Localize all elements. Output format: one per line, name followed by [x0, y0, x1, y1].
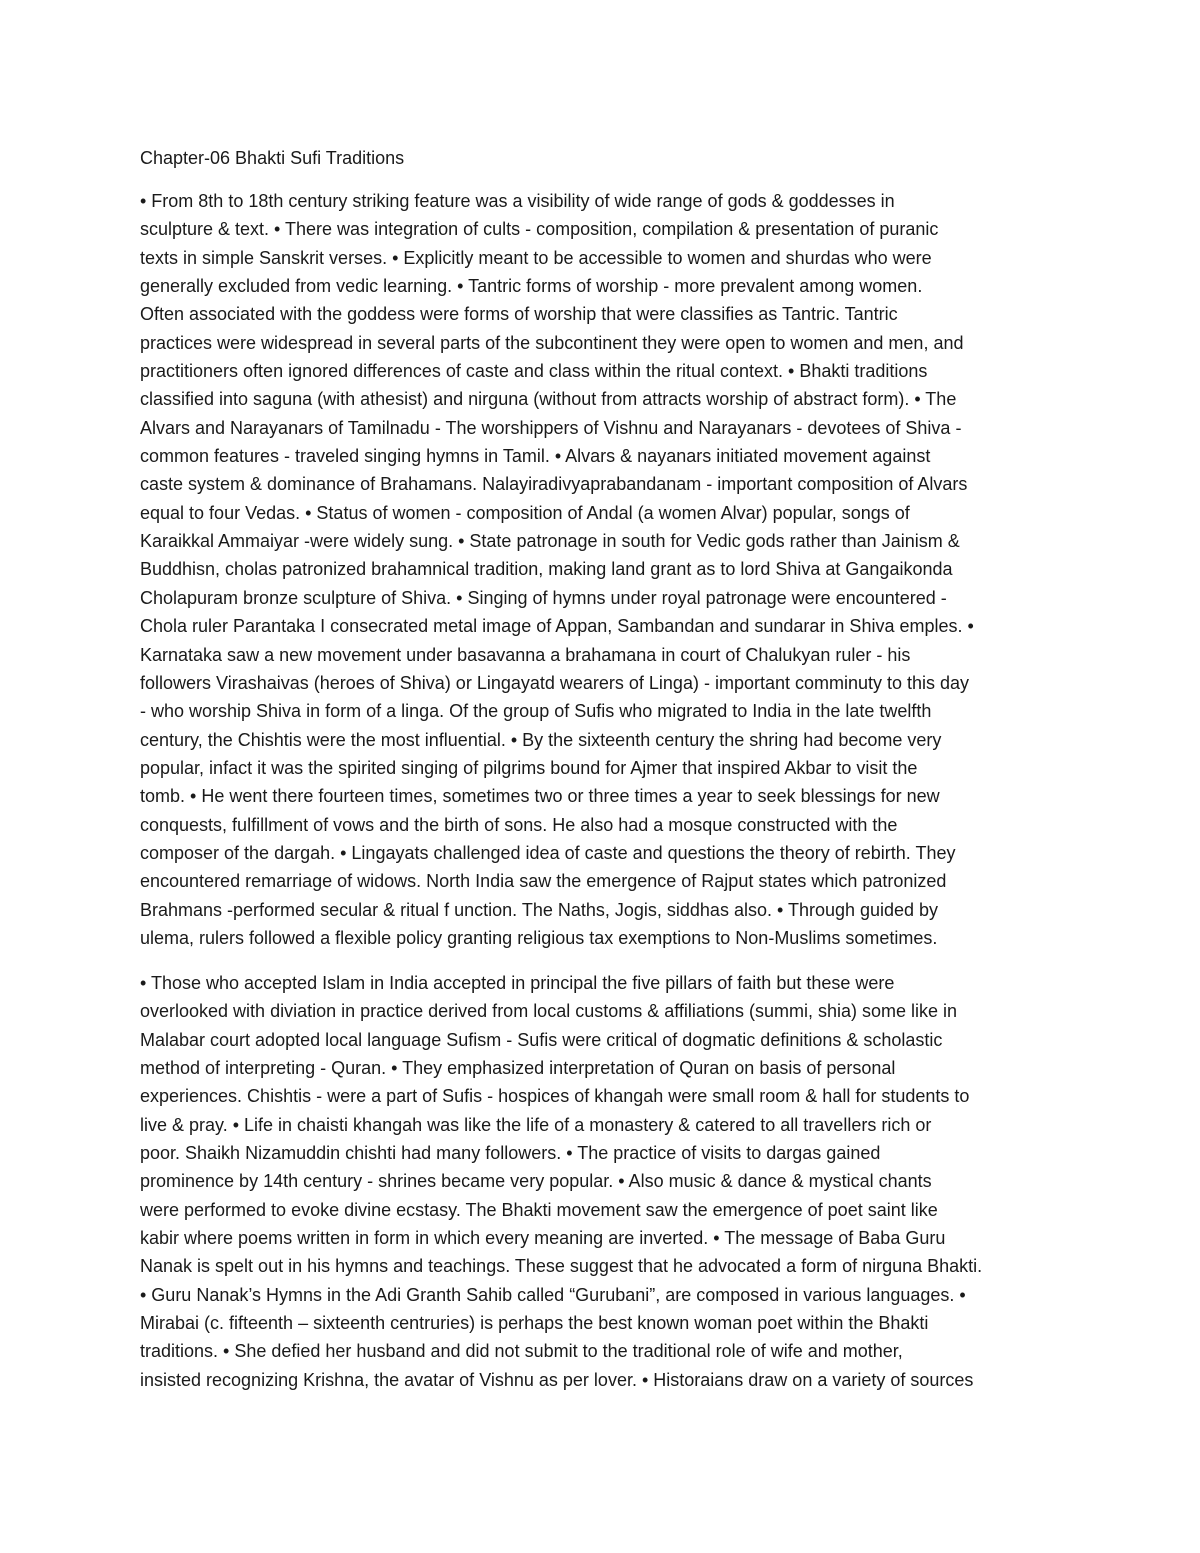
text-line: Alvars and Narayanars of Tamilnadu - The worshippers of Vishnu and Narayanars - devotees of Shiva - [140, 417, 962, 438]
text-line: insisted recognizing Krishna, the avatar of Vishnu as per lover. • Historaians draw on a variety of sources [140, 1369, 974, 1390]
text-line: method of interpreting - Quran. • They emphasized interpretation of Quran on basis of personal [140, 1058, 896, 1079]
text-line: were performed to evoke divine ecstasy. The Bhakti movement saw the emergence of poet saint like [140, 1199, 938, 1220]
text-line: composer of the dargah. • Lingayats challenged idea of caste and questions the theory of rebirth. They [140, 842, 956, 863]
text-line: ulema, rulers followed a flexible policy granting religious tax exemptions to Non-Muslims sometimes. [140, 927, 938, 948]
text-line: followers Virashaivas (heroes of Shiva) or Lingayatd wearers of Linga) - important comminuty to this day [140, 672, 970, 693]
text-line: experiences. Chishtis - were a part of Sufis - hospices of khangah were small room & hall for students to [140, 1086, 970, 1107]
text-line: popular, infact it was the spirited singing of pilgrims bound for Ajmer that inspired Akbar to visit the [140, 757, 918, 778]
document-title: Chapter-06 Bhakti Sufi Traditions [140, 148, 405, 168]
text-line: encountered remarriage of widows. North India saw the emergence of Rajput states which patronized [140, 871, 947, 892]
text-line: Mirabai (c. fifteenth – sixteenth centruries) is perhaps the best known woman poet within the Bhakti [140, 1313, 929, 1334]
text-line: Brahmans -performed secular & ritual f unction. The Naths, Jogis, siddhas also. • Through guided by [140, 899, 939, 920]
text-line: kabir where poems written in form in which every meaning are inverted. • The message of Baba Guru [140, 1228, 946, 1249]
text-line: traditions. • She defied her husband and did not submit to the traditional role of wife and mother, [140, 1341, 903, 1362]
text-line: Cholapuram bronze sculpture of Shiva. • Singing of hymns under royal patronage were encountered - [140, 587, 947, 608]
text-line: prominence by 14th century - shrines became very popular. • Also music & dance & mystical chants [140, 1171, 932, 1192]
text-line: • Those who accepted Islam in India accepted in principal the five pillars of faith but these were [140, 973, 895, 993]
text-line: common features - traveled singing hymns in Tamil. • Alvars & nayanars initiated movement against [140, 446, 931, 467]
text-line: century, the Chishtis were the most influential. • By the sixteenth century the shring had become very [140, 729, 942, 750]
text-line: Karnataka saw a new movement under basavanna a brahamana in court of Chalukyan ruler - his [140, 644, 911, 665]
text-line: overlooked with diviation in practice derived from local customs & affiliations (summi, shia) some like in [140, 1001, 957, 1022]
text-line: Nanak is spelt out in his hymns and teachings. These suggest that he advocated a form of nirguna Bhakti. [140, 1256, 983, 1277]
text-line: Malabar court adopted local language Sufism - Sufis were critical of dogmatic definitions & scholastic [140, 1029, 943, 1050]
text-line: caste system & dominance of Brahamans. Nalayiradivyaprabandanam - important composition of Alvars [140, 474, 968, 495]
text-line: sculpture & text. • There was integration of cults - composition, compilation & presentation of puranic [140, 219, 939, 240]
paragraph-bhakti-traditions [140, 187, 974, 952]
text-line: - who worship Shiva in form of a linga. Of the group of Sufis who migrated to India in the late twelfth [140, 701, 932, 722]
text-line: Karaikkal Ammaiyar -were widely sung. • State patronage in south for Vedic gods rather than Jainism & [140, 531, 960, 552]
text-line: equal to four Vedas. • Status of women - composition of Andal (a women Alvar) popular, songs of [140, 502, 910, 523]
text-line: conquests, fulfillment of vows and the birth of sons. He also had a mosque constructed with the [140, 814, 898, 835]
text-line: Buddhisn, cholas patronized brahamnical tradition, making land grant as to lord Shiva at Gangaikonda [140, 559, 953, 580]
text-line: generally excluded from vedic learning. • Tantric forms of worship - more prevalent among women. [140, 276, 923, 297]
text-line: tomb. • He went there fourteen times, sometimes two or three times a year to seek blessings for new [140, 786, 940, 807]
text-line: practices were widespread in several parts of the subcontinent they were open to women and men, and [140, 332, 964, 353]
text-line: texts in simple Sanskrit verses. • Explicitly meant to be accessible to women and shurdas who were [140, 247, 932, 268]
text-line: poor. Shaikh Nizamuddin chishti had many followers. • The practice of visits to dargas gained [140, 1143, 881, 1164]
text-line: live & pray. • Life in chaisti khangah was like the life of a monastery & catered to all travellers rich or [140, 1114, 932, 1135]
text-line: classified into saguna (with athesist) and nirguna (without from attracts worship of abstract form). • The [140, 389, 957, 410]
text-line: Often associated with the goddess were forms of worship that were classifies as Tantric. Tantric [140, 304, 898, 325]
text-line: • Guru Nanak’s Hymns in the Adi Granth Sahib called “Gurubani”, are composed in various languages. • [140, 1284, 966, 1305]
text-line: • From 8th to 18th century striking feature was a visibility of wide range of gods & goddesses in [140, 191, 895, 211]
text-line: Chola ruler Parantaka I consecrated metal image of Appan, Sambandan and sundarar in Shiva emples. • [140, 616, 974, 637]
text-line: practitioners often ignored differences of caste and class within the ritual context. • Bhakti traditions [140, 361, 928, 382]
paragraph-sufi-traditions [140, 969, 982, 1394]
